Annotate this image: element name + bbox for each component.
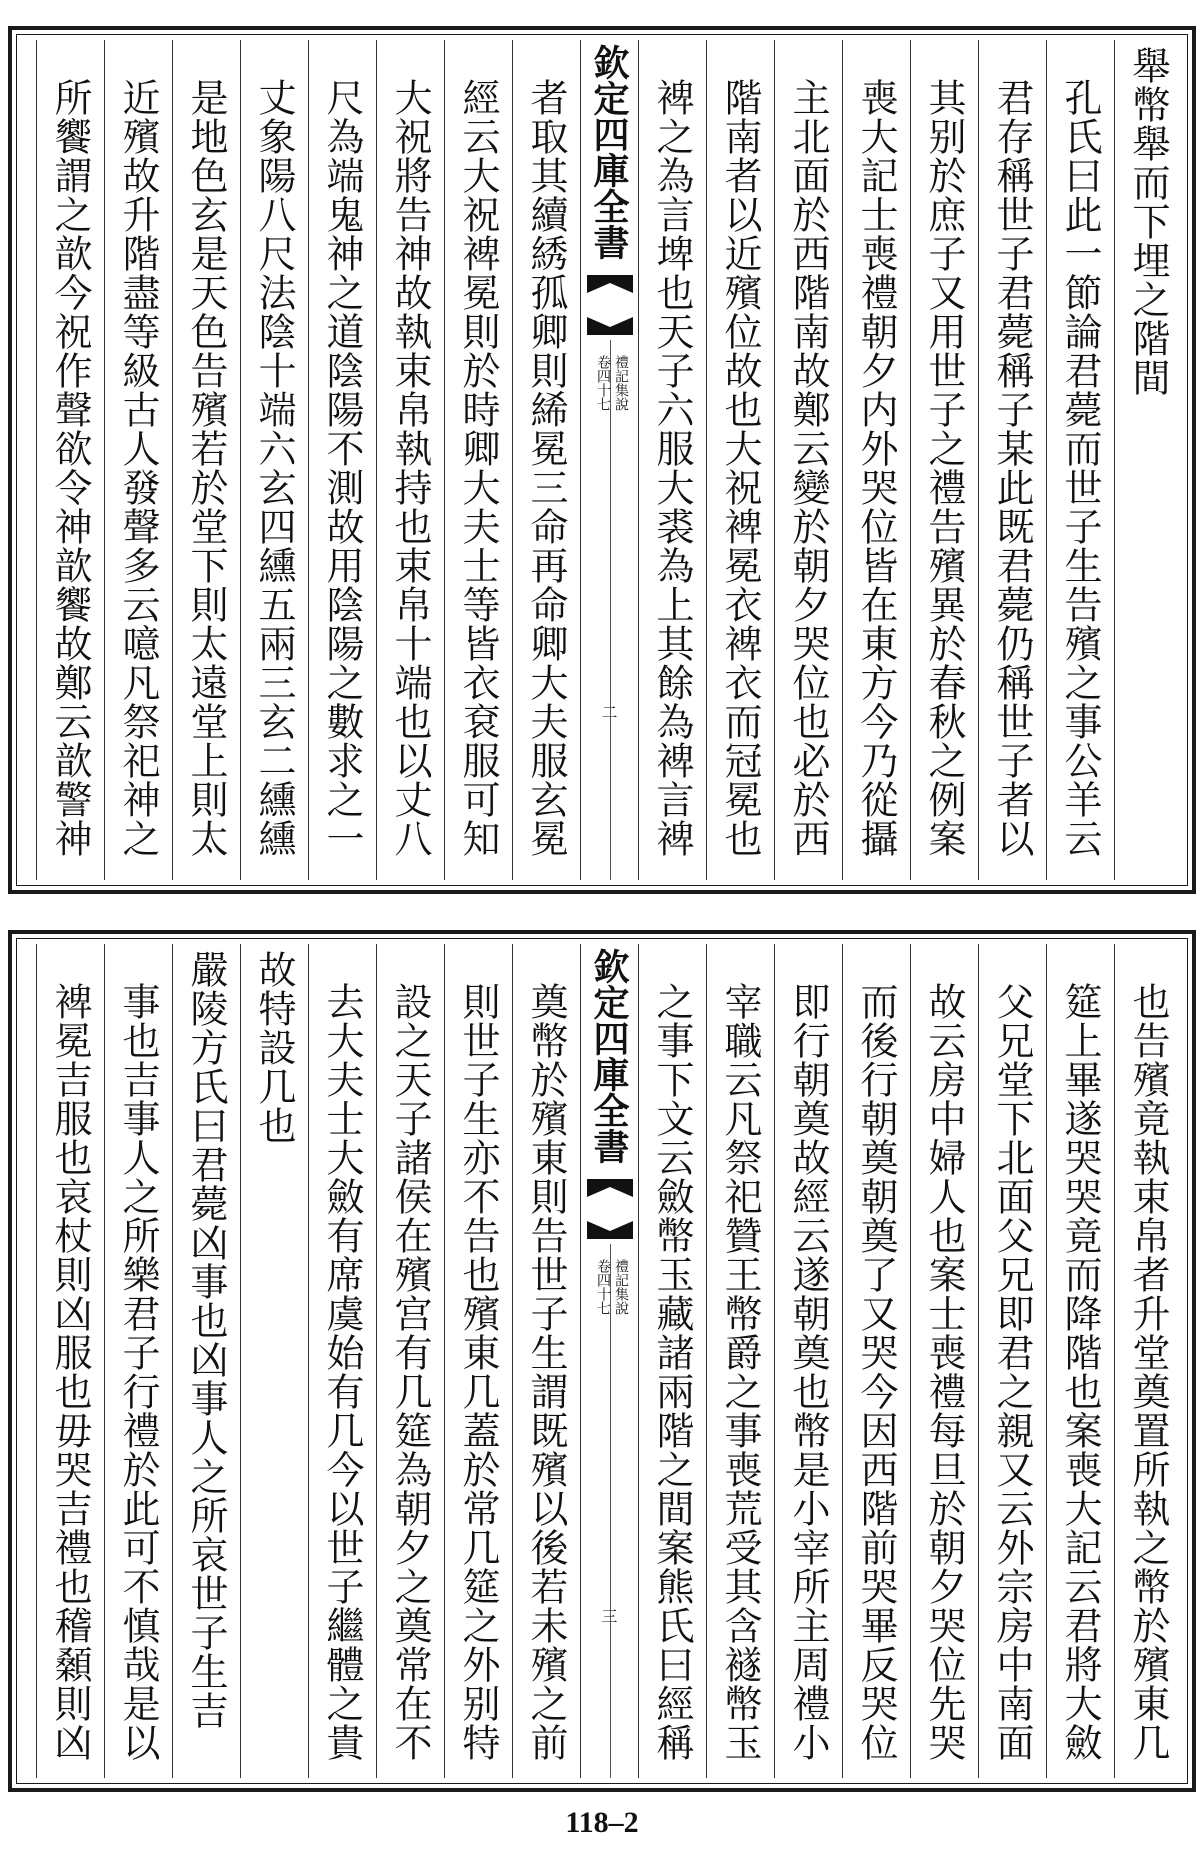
text-column: 裨冕吉服也哀杖則凶服也毋哭吉禮也稽顙則凶 (36, 944, 104, 1778)
text-column: 故特設几也 (240, 944, 308, 1778)
text-column: 父兄堂下北面父兄即君之親又云外宗房中南面 (978, 944, 1046, 1778)
volume-label: 卷四十七 (595, 1259, 611, 1315)
center-rule (610, 1244, 611, 1778)
text-column: 經云大祝裨冕則於時卿大夫士等皆衣袞服可知 (444, 40, 512, 880)
center-column (580, 40, 638, 880)
text-column: 階南者以近殯位故也大祝裨冕衣裨衣而冠冕也 (706, 40, 774, 880)
page-number: 118–2 (565, 1806, 639, 1839)
volume-label: 卷四十七 (595, 355, 611, 411)
text-column: 舉幣舉而下埋之階間 (1114, 40, 1182, 880)
text-column: 喪大記士喪禮朝夕内外哭位皆在東方今乃從攝 (842, 40, 910, 880)
text-column: 事也吉事人之所樂君子行禮於此可不慎哉是以 (104, 944, 172, 1778)
text-column: 奠幣於殯東則告世子生謂既殯以後若未殯之前 (512, 944, 580, 1778)
book-subtitle: 禮記集說 (613, 355, 629, 411)
text-column: 主北面於西階南故鄭云變於朝夕哭位也必於西 (774, 40, 842, 880)
text-column: 裨之為言埤也天子六服大裘為上其餘為裨言裨 (638, 40, 706, 880)
text-column: 即行朝奠故經云遂朝奠也幣是小宰所主周禮小 (774, 944, 842, 1778)
text-column: 筵上畢遂哭哭竟而降階也案喪大記云君將大斂 (1046, 944, 1114, 1778)
book-subtitle: 禮記集說 (613, 1259, 629, 1315)
text-column: 去大夫士大斂有席虞始有几今以世子繼體之貴 (308, 944, 376, 1778)
folio-number: 二 (601, 703, 618, 722)
text-column: 也告殯竟執束帛者升堂奠置所執之幣於殯東几 (1114, 944, 1182, 1778)
text-column: 所饗謂之歆今祝作聲欲令神歆饗故鄭云歆警神 (36, 40, 104, 880)
text-column: 嚴陵方氏曰君薨凶事也凶事人之所哀世子生吉 (172, 944, 240, 1778)
lower-columns (22, 944, 1182, 1778)
text-column: 是地色玄是天色告殯若於堂下則太遠堂上則太 (172, 40, 240, 880)
text-column: 設之天子諸侯在殯宫有几筵為朝夕之奠常在不 (376, 944, 444, 1778)
text-column: 孔氏曰此一節論君薨而世子生告殯之事公羊云 (1046, 40, 1114, 880)
folio-number: 三 (601, 1607, 618, 1626)
text-column: 而後行朝奠朝奠了又哭今因西階前哭畢反哭位 (842, 944, 910, 1778)
upper-columns (22, 40, 1182, 880)
text-column: 則世子生亦不告也殯東几蓋於常几筵之外别特 (444, 944, 512, 1778)
text-column: 之事下文云斂幣玉藏諸兩階之間案熊氏曰經稱 (638, 944, 706, 1778)
text-column: 宰職云凡祭祀贊王幣爵之事喪荒受其含襚幣玉 (706, 944, 774, 1778)
text-column: 丈象陽八尺法陰十端六玄四纁五兩三玄二纁纁 (240, 40, 308, 880)
center-rule (610, 340, 611, 880)
book-title: 欽定四庫全書 (588, 44, 630, 260)
book-title: 欽定四庫全書 (588, 948, 630, 1164)
text-column: 故云房中婦人也案士喪禮每旦於朝夕哭位先哭 (910, 944, 978, 1778)
text-column: 君存稱世子君薨稱子某此既君薨仍稱世子者以 (978, 40, 1046, 880)
text-column: 者取其續綉孤卿則絺冕三命再命卿大夫服玄冕 (512, 40, 580, 880)
text-column: 大祝將告神故執束帛執持也束帛十端也以丈八 (376, 40, 444, 880)
lower-page (8, 930, 1196, 1792)
fishtail-mark-icon (587, 1179, 633, 1239)
text-column: 尺為端鬼神之道陰陽不測故用陰陽之數求之一 (308, 40, 376, 880)
upper-page (8, 26, 1196, 894)
center-column (580, 944, 638, 1778)
text-column: 其别於庶子又用世子之禮告殯異於春秋之例案 (910, 40, 978, 880)
fishtail-mark-icon (587, 275, 633, 335)
text-column: 近殯故升階盡等級古人發聲多云噫凡祭祀神之 (104, 40, 172, 880)
